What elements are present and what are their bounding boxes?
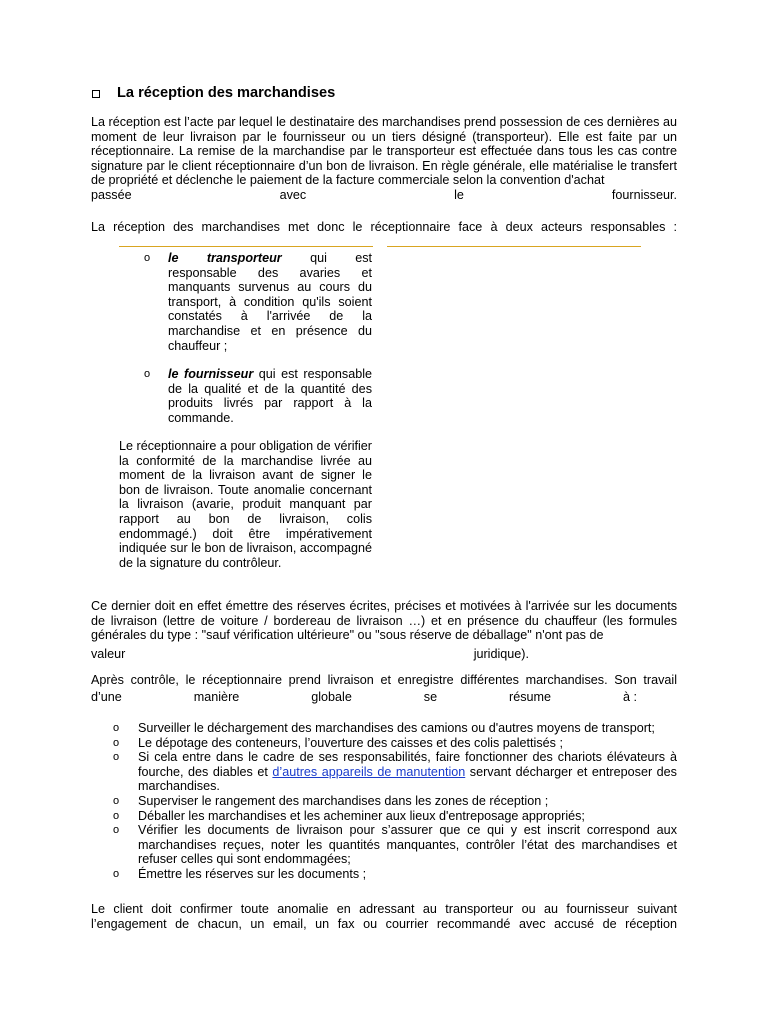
intro-last-line: passée avec le fournisseur.	[91, 187, 677, 202]
closing-paragraph: Le client doit confirmer toute anomalie en adressant au transporteur ou au fournisseur suivant l’engagement de chacun, un email, un fax ou courrier recommandé avec accusé de réception	[91, 902, 677, 931]
obligation-text: Le réceptionnaire a pour obligation de vérifier la conformité de la marchandise livrée au moment de la livraison avant de signer le bon de livraison. Toute anomalie concernant la livraison (avarie, produit manquant par rapport au bon de livraison, colis endommagé.) doit être impérativement indiquée sur le bon de livraison, accompagné de la signature du	[119, 439, 372, 570]
intro-text: La réception est l’acte par lequel le destinataire des marchandises prend possession de ces dernières au moment de leur livraison par le fournisseur ou un tiers désigné (transporteur). Elle est faite par un réceptionnaire. La remise de la marchandise par le transporteur est effectuée dans tous les cas contre signature par le client réceptionnaire d’un bon de livraison. En règle générale, elle matérialise le transfert de propriété et déclenche le paiement de la facture commerciale selon la convention d'achat	[91, 115, 677, 188]
task-text: Superviser le rangement des marchandises dans les zones de réception ;	[138, 793, 549, 808]
control-word: se	[423, 689, 438, 704]
list-item	[113, 809, 677, 824]
reserves-paragraph	[91, 599, 677, 661]
reserves-text: Ce dernier doit en effet émettre des réserves écrites, précises et motivées à l'arrivée sur les documents de livraison (lettre de voiture / bordereau de livraison …) et en présence du chauffeur (les formules générales du type : "sauf vérification ultérieure" ou "sous réserve de déballage" n'ont pas de	[91, 599, 677, 643]
task-text: Déballer les marchandises et les acheminer aux lieux d'entreposage appropriés;	[138, 808, 585, 823]
control-word: résume	[509, 689, 552, 704]
circle-bullet-icon: o	[113, 722, 120, 734]
reserves-last-left: valeur	[91, 646, 126, 661]
section-heading	[92, 86, 335, 101]
reserves-last-right: juridique).	[473, 646, 529, 661]
list-item	[113, 867, 677, 882]
task-text: Le dépotage des conteneurs, l’ouverture des caisses et des colis palettisés ;	[138, 735, 563, 750]
control-text: Après contrôle, le réceptionnaire prend livraison et enregistre différentes marchandises. Son travail	[91, 673, 677, 687]
circle-bullet-icon: o	[144, 252, 151, 264]
task-text: Vérifier les documents de livraison pour s’assurer que ce qui y est inscrit correspond aux marchandises reçues, noter les quantités manquantes, contrôler l’état des marchandises et refuser celles qui sont endommagées;	[138, 823, 677, 867]
task-text: Si cela entre dans le cadre de ses responsabilités, faire fonctionner des chariots élévateurs à fourche, des diables et	[138, 750, 677, 779]
list-item	[113, 794, 677, 809]
task-text: servant décharger et entreposer des marchandises.	[138, 764, 677, 794]
obligation-last-line: contrôleur.	[222, 555, 282, 570]
circle-bullet-icon: o	[144, 368, 151, 380]
circle-bullet-icon: o	[113, 736, 120, 749]
list-item	[113, 750, 677, 794]
actor-item-fournisseur	[144, 367, 372, 425]
list-item	[113, 823, 677, 867]
circle-bullet-icon: o	[113, 809, 120, 822]
circle-bullet-icon: o	[113, 867, 120, 880]
receiver-obligation-paragraph	[119, 439, 372, 570]
actor-first-line-rest: qui est	[310, 251, 373, 265]
control-word: d’une	[91, 689, 122, 704]
task-text: Surveiller le déchargement des marchandises des camions ou d'autres moyens de transport;	[138, 721, 655, 735]
list-item	[113, 721, 677, 736]
section-title: La réception des marchandises	[117, 85, 336, 101]
column-rule-left	[119, 246, 373, 247]
actor-role: le fournisseur	[168, 367, 254, 381]
control-word: manière	[193, 689, 240, 704]
actor-description: responsable des avaries et manquants survenus au cours du transport, à condition qu'ils soient constatés à l'arrivée de la marchandise et en présence du chauffeur ;	[168, 265, 372, 353]
circle-bullet-icon: o	[113, 751, 120, 764]
column-rule-right	[387, 246, 641, 247]
circle-bullet-icon: o	[113, 824, 120, 837]
actor-role: le transporteur	[168, 251, 282, 265]
control-word: à :	[622, 689, 637, 704]
intro-paragraph	[91, 115, 677, 203]
square-bullet-icon	[92, 90, 100, 98]
list-item	[113, 736, 677, 751]
actor-item-transporteur	[144, 251, 372, 353]
control-paragraph	[91, 673, 677, 704]
control-word: globale	[311, 689, 352, 704]
actor-description: qui est responsable de la qualité et de la quantité des produits livrés par rapport à la commande.	[168, 367, 372, 425]
actors-intro-paragraph: La réception des marchandises met donc le réceptionnaire face à deux acteurs responsables :	[91, 220, 677, 234]
task-text: Émettre les réserves sur les documents ;	[138, 866, 367, 881]
handling-equipment-link[interactable]: d’autres appareils de manutention	[272, 764, 466, 779]
circle-bullet-icon: o	[113, 794, 120, 807]
task-list	[113, 721, 677, 882]
